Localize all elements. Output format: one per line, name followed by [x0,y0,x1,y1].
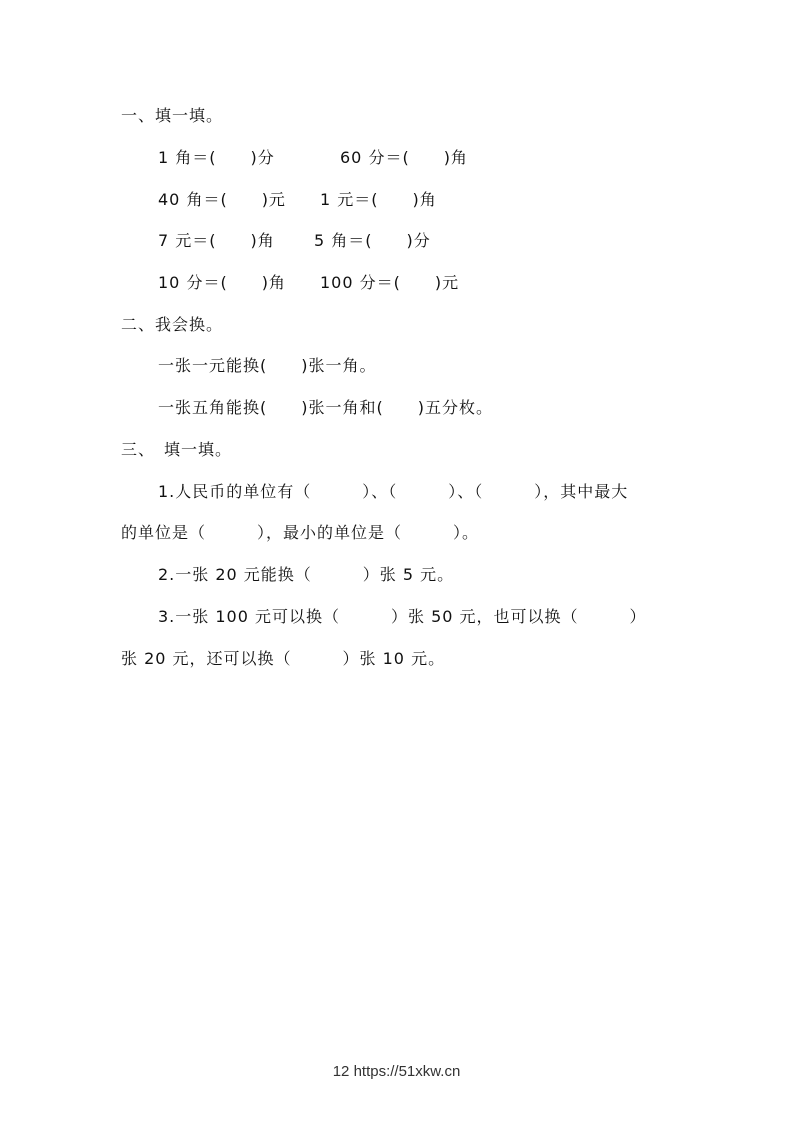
section1-heading: 一、填一填。 [121,106,224,125]
s3-question2: 2.一张 20 元能换（ ）张 5 元。 [158,565,455,584]
s1-row2-item1: 40 角＝( )元 [158,190,286,209]
s1-row3-item1: 7 元＝( )角 [158,231,275,250]
section3-heading: 三、 填一填。 [121,440,233,459]
section2-heading: 二、我会换。 [121,315,224,334]
s1-row4-item1: 10 分＝( )角 [158,273,286,292]
s3-question3-line2: 张 20 元，还可以换（ ）张 10 元。 [121,649,446,668]
page-footer [0,1063,793,1080]
s1-row4-item2: 100 分＝( )元 [320,273,460,292]
s1-row1-item1: 1 角＝( )分 [158,148,275,167]
s2-question2: 一张五角能换( )张一角和( )五分枚。 [158,398,493,417]
s2-question1: 一张一元能换( )张一角。 [158,356,377,375]
s1-row3-item2: 5 角＝( )分 [314,231,431,250]
s3-question3-line1: 3.一张 100 元可以换（ ）张 50 元，也可以换（ ） [158,607,647,626]
page-number: 12 [332,1063,350,1080]
footer-site-link[interactable]: https://51xkw.cn [353,1063,461,1080]
s3-question1-line2: 的单位是（ ），最小的单位是（ ）。 [121,523,480,542]
s3-question1-line1: 1.人民币的单位有（ ）、（ ）、（ ），其中最大 [158,482,629,501]
s1-row2-item2: 1 元＝( )角 [320,190,437,209]
s1-row1-item2: 60 分＝( )角 [340,148,468,167]
